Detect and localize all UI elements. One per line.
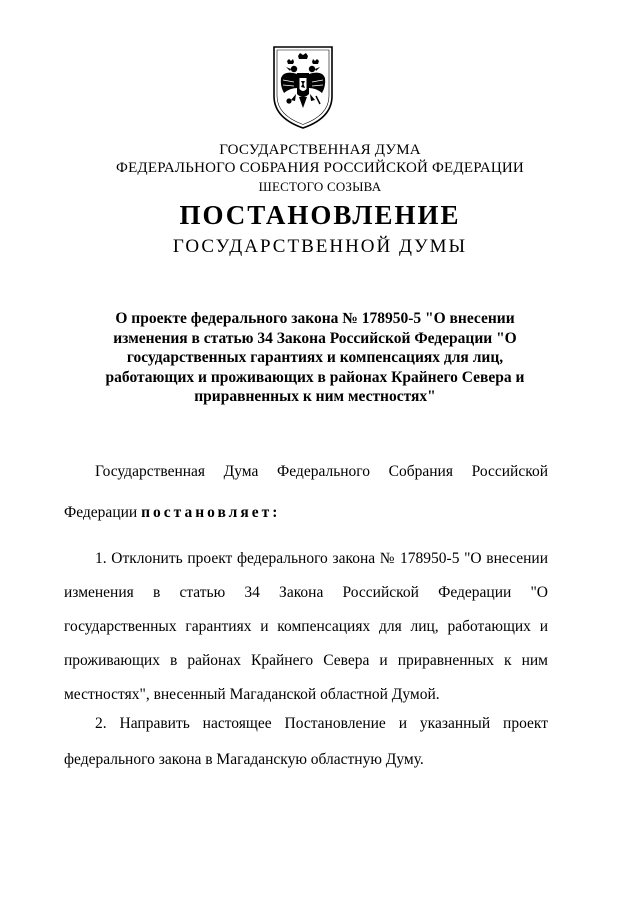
decrees-keyword: постановляет: (141, 504, 281, 521)
document-type-title: ПОСТАНОВЛЕНИЕ (179, 200, 461, 230)
resolution-item-1: 1. Отклонить проект федерального закона № 178950-5 "О внесении изменения в статью 34 Закона Российской Федерации "О государственных гарантиях и компенсациях для лиц, работающих и проживающих в районах Крайнего Севера и приравненных к ним местностях", внесенный Магаданской областной Думой. (64, 550, 548, 703)
preamble-text: Государственная Дума Федерального Собрания Российской Федерации (64, 463, 548, 521)
convocation-line: ШЕСТОГО СОЗЫВА (258, 179, 382, 194)
document-issuer-subtitle: ГОСУДАРСТВЕННОЙ ДУМЫ (172, 236, 468, 257)
resolution-item-2: 2. Направить настоящее Постановление и указанный проект федерального закона в Магаданскую областную Думу. (64, 715, 548, 768)
parliament-name-line2: ФЕДЕРАЛЬНОГО СОБРАНИЯ РОССИЙСКОЙ ФЕДЕРАЦИИ (116, 160, 524, 176)
parliament-name-line1: ГОСУДАРСТВЕННАЯ ДУМА (219, 142, 421, 158)
resolution-subject: О проекте федерального закона № 178950-5 "О внесении изменения в статью 34 Закона Российской Федерации "О государственных гарантиях и компенсациях для лиц, работающих и проживающих в районах Крайнего Севера и приравненных к ним местностях" (105, 310, 525, 405)
coat-of-arms-emblem-icon (270, 44, 336, 130)
preamble-paragraph (64, 451, 548, 533)
